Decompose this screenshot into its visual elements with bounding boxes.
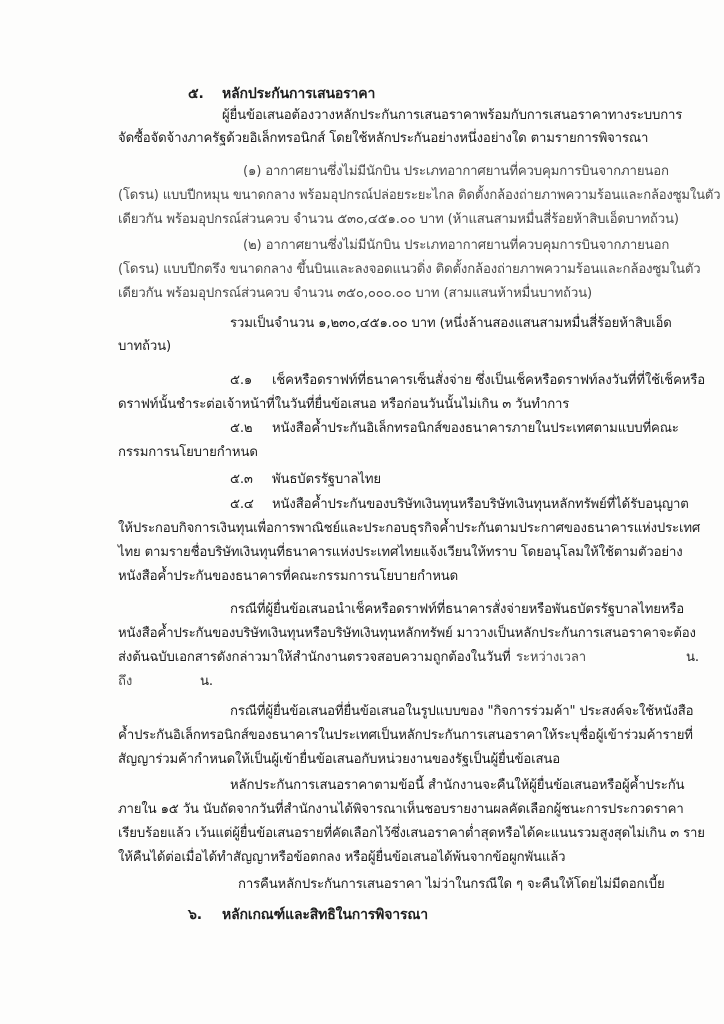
subsection-5-1-line-1: เช็คหรือดราฟท์ที่ธนาคารเซ็นสั่งจ่าย ซึ่งเป็นเช็คหรือดราฟท์ลงวันที่ที่ใช้เช็คหรือ — [272, 373, 706, 388]
section-5-intro-line-1: ผู้ยื่นข้อเสนอต้องวางหลักประกันการเสนอราคาพร้อมกับการเสนอราคาทางระบบการ — [222, 108, 683, 123]
section-6-title: หลักเกณฑ์และสิทธิในการพิจารณา — [222, 907, 428, 923]
section-5-title: หลักประกันการเสนอราคา — [222, 86, 376, 102]
return-paragraph-line-4: ให้คืนได้ต่อเมื่อได้ทำสัญญาหรือข้อตกลง หรือผู้ยื่นข้อเสนอได้พ้นจากข้อผูกพันแล้ว — [118, 850, 566, 865]
subsection-5-2-number: ๕.๒ — [230, 421, 253, 436]
subsection-5-4-number: ๕.๔ — [230, 497, 254, 512]
total-line-2: บาทถ้วน) — [118, 339, 171, 354]
subsection-5-4-line-2: ให้ประกอบกิจการเงินทุนเพื่อการพาณิชย์และประกอบธุรกิจค้ำประกันตามประกาศของธนาคารแห่งประเทศ — [118, 521, 701, 536]
subsection-5-2-line-2: กรรมการนโยบายกำหนด — [118, 445, 258, 460]
subsection-5-1-line-2: ดราฟท์นั้นชำระต่อเจ้าหน้าที่ในวันที่ยื่นข้อเสนอ หรือก่อนวันนั้นไม่เกิน ๓ วันทำการ — [118, 397, 570, 412]
cheque-paragraph-time-unit-1: น. — [686, 650, 699, 665]
section-6-number: ๖. — [188, 907, 202, 923]
cheque-paragraph-time-label: ระหว่างเวลา — [516, 650, 587, 665]
subsection-5-4-line-1: หนังสือค้ำประกันของบริษัทเงินทุนหรือบริษัทเงินทุนหลักทรัพย์ที่ได้รับอนุญาต — [272, 497, 689, 512]
subsection-5-3-line-1: พันธบัตรรัฐบาลไทย — [272, 472, 381, 487]
cheque-paragraph-time-unit-2: น. — [200, 674, 213, 689]
no-interest-line: การคืนหลักประกันการเสนอราคา ไม่ว่าในกรณีใด ๆ จะคืนให้โดยไม่มีดอกเบี้ย — [238, 877, 665, 892]
subsection-5-1-number: ๕.๑ — [230, 373, 253, 388]
subsection-5-4-line-4: หนังสือค้ำประกันของธนาคารที่คณะกรรมการนโยบายกำหนด — [118, 569, 459, 584]
cheque-paragraph-until-label: ถึง — [118, 674, 133, 689]
item-2-line-2: (โดรน) แบบปีกตรึง ขนาดกลาง ขึ้นบินและลงจอดแนวดิ่ง ติดตั้งกล้องถ่ายภาพความร้อนและกล้องซูมในตัว — [118, 262, 701, 277]
return-paragraph-line-1: หลักประกันการเสนอราคาตามข้อนี้ สำนักงานจะคืนให้ผู้ยื่นข้อเสนอหรือผู้ค้ำประกัน — [230, 778, 685, 793]
return-paragraph-line-3: เรียบร้อยแล้ว เว้นแต่ผู้ยื่นข้อเสนอรายที่คัดเลือกไว้ซึ่งเสนอราคาต่ำสุดหรือได้คะแนนรวมสูงสุดไม่เกิน ๓ ราย — [118, 826, 705, 841]
item-2-line-3: เดียวกัน พร้อมอุปกรณ์ส่วนควบ จำนวน ๓๕๐,๐๐๐.๐๐ บาท (สามแสนห้าหมื่นบาทถ้วน) — [118, 286, 592, 301]
cheque-paragraph-line-3: ส่งต้นฉบับเอกสารดังกล่าวมาให้สำนักงานตรวจสอบความถูกต้องในวันที่ — [118, 650, 511, 665]
subsection-5-4-line-3: ไทย ตามรายชื่อบริษัทเงินทุนที่ธนาคารแห่งประเทศไทยแจ้งเวียนให้ทราบ โดยอนุโลมให้ใช้ตามตัวอย่าง — [118, 545, 683, 560]
section-5-intro-line-2: จัดซื้อจัดจ้างภาครัฐด้วยอิเล็กทรอนิกส์ โดยใช้หลักประกันอย่างหนึ่งอย่างใด ตามรายการพิจารณา — [118, 131, 649, 146]
subsection-5-3-number: ๕.๓ — [230, 472, 253, 487]
section-5-number: ๕. — [188, 86, 204, 102]
item-2-line-1: (๒) อากาศยานซึ่งไม่มีนักบิน ประเภทอากาศยานที่ควบคุมการบินจากภายนอก — [243, 238, 670, 253]
subsection-5-2-line-1: หนังสือค้ำประกันอิเล็กทรอนิกส์ของธนาคารภายในประเทศตามแบบที่คณะ — [272, 421, 679, 436]
item-1-line-2: (โดรน) แบบปีกหมุน ขนาดกลาง พร้อมอุปกรณ์ปล่อยระยะไกล ติดตั้งกล้องถ่ายภาพความร้อนและกล้องซูมในตัว — [118, 188, 721, 203]
cheque-paragraph-line-1: กรณีที่ผู้ยื่นข้อเสนอนำเช็คหรือดราฟท์ที่ธนาคารสั่งจ่ายหรือพันธบัตรรัฐบาลไทยหรือ — [230, 602, 685, 617]
item-1-line-3: เดียวกัน พร้อมอุปกรณ์ส่วนควบ จำนวน ๕๓๐,๔๕๑.๐๐ บาท (ห้าแสนสามหมื่นสี่ร้อยห้าสิบเอ็ดบาทถ้วน) — [118, 212, 679, 227]
joint-venture-paragraph-line-1: กรณีที่ผู้ยื่นข้อเสนอที่ยื่นข้อเสนอในรูปแบบของ "กิจการร่วมค้า" ประสงค์จะใช้หนังสือ — [230, 704, 694, 719]
joint-venture-paragraph-line-2: ค้ำประกันอิเล็กทรอนิกส์ของธนาคารในประเทศเป็นหลักประกันการเสนอราคาให้ระบุชื่อผู้เข้าร่วมค้ารายที่ — [118, 728, 693, 743]
item-1-line-1: (๑) อากาศยานซึ่งไม่มีนักบิน ประเภทอากาศยานที่ควบคุมการบินจากภายนอก — [243, 164, 669, 179]
total-line-1: รวมเป็นจำนวน ๑,๒๓๐,๔๕๑.๐๐ บาท (หนึ่งล้านสองแสนสามหมื่นสี่ร้อยห้าสิบเอ็ด — [230, 316, 672, 331]
return-paragraph-line-2: ภายใน ๑๕ วัน นับถัดจากวันที่สำนักงานได้พิจารณาเห็นชอบรายงานผลคัดเลือกผู้ชนะการประกวดราคา — [118, 802, 684, 817]
cheque-paragraph-line-2: หนังสือค้ำประกันของบริษัทเงินทุนหรือบริษัทเงินทุนหลักทรัพย์ มาวางเป็นหลักประกันการเสนอราคาจะต้อง — [118, 626, 696, 641]
joint-venture-paragraph-line-3: สัญญาร่วมค้ากำหนดให้เป็นผู้เข้ายื่นข้อเสนอกับหน่วยงานของรัฐเป็นผู้ยื่นข้อเสนอ — [118, 752, 561, 767]
